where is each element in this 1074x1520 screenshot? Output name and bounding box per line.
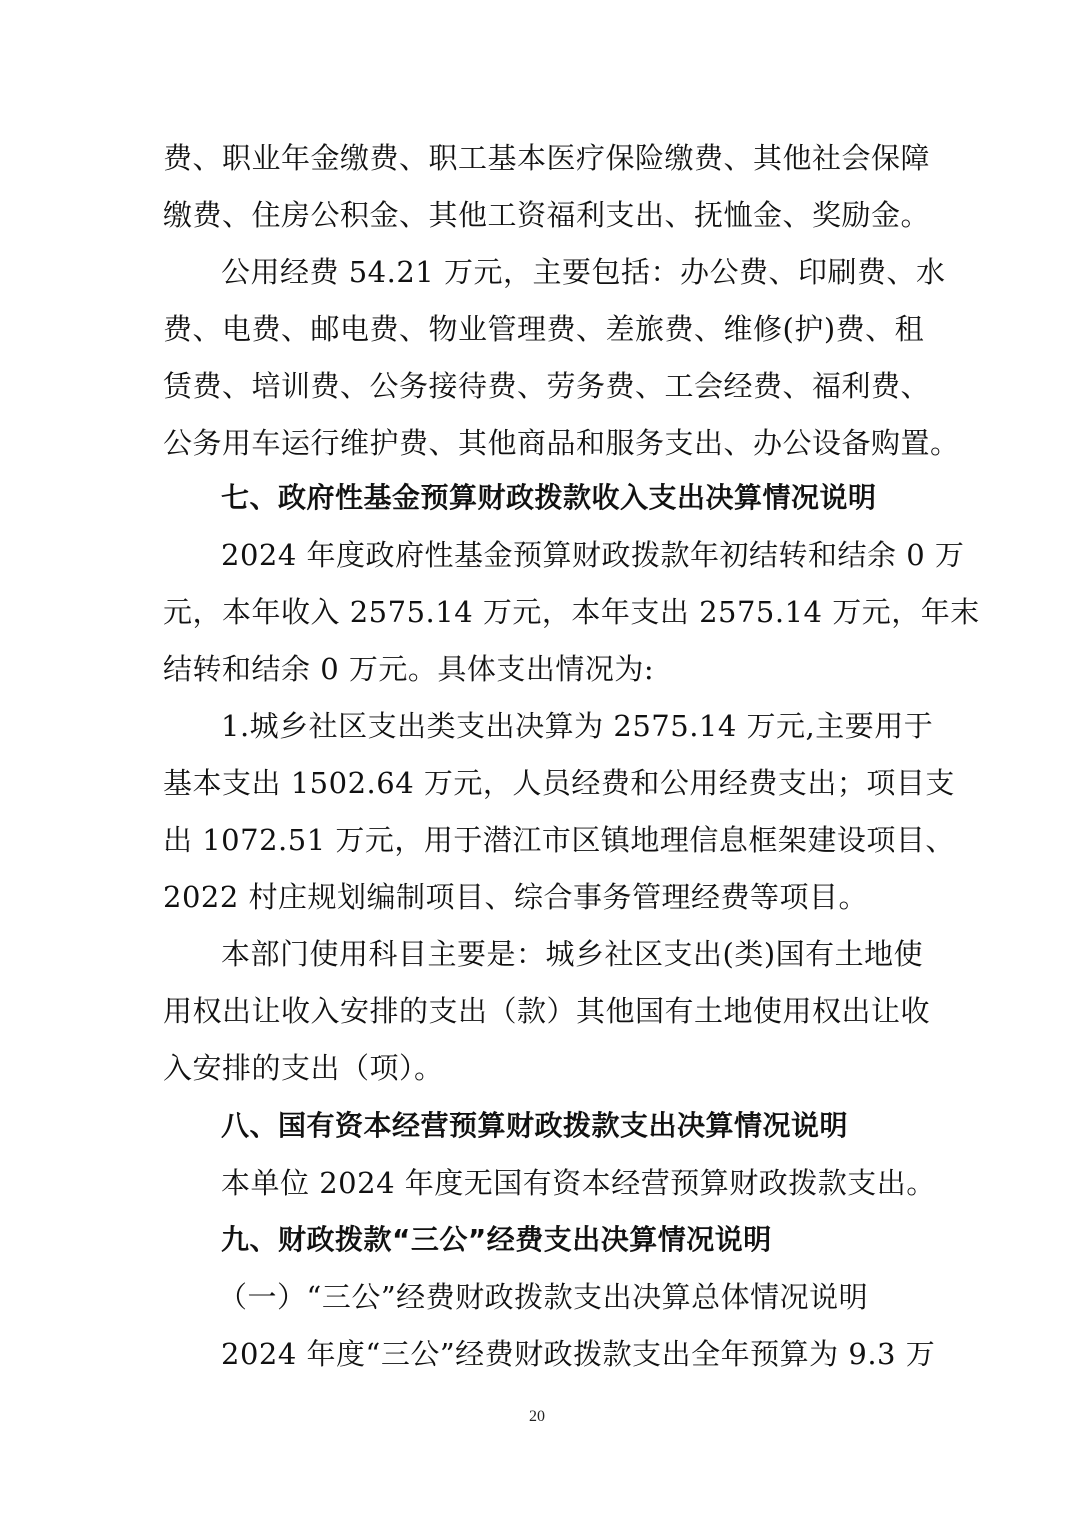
page-number: 20 bbox=[529, 1408, 545, 1425]
subsection-heading: （一）“三公”经费财政拨款支出决算总体情况说明 bbox=[218, 1280, 869, 1314]
paragraph-line: 出 1072.51 万元，用于潜江市区镇地理信息框架建设项目、 bbox=[163, 823, 955, 857]
paragraph-line: 元，本年收入 2575.14 万元，本年支出 2575.14 万元，年末 bbox=[163, 595, 980, 629]
paragraph-line: 公务用车运行维护费、其他商品和服务支出、办公设备购置。 bbox=[163, 426, 960, 460]
paragraph-line: 1.城乡社区支出类支出决算为 2575.14 万元,主要用于 bbox=[221, 709, 934, 743]
paragraph-line: 公用经费 54.21 万元，主要包括：办公费、印刷费、水 bbox=[221, 255, 946, 289]
paragraph-line: 基本支出 1502.64 万元，人员经费和公用经费支出；项目支 bbox=[163, 766, 955, 800]
paragraph-line: 赁费、培训费、公务接待费、劳务费、工会经费、福利费、 bbox=[163, 369, 931, 403]
section-heading: 八、国有资本经营预算财政拨款支出决算情况说明 bbox=[221, 1109, 849, 1142]
paragraph-line: 缴费、住房公积金、其他工资福利支出、抚恤金、奖励金。 bbox=[163, 198, 931, 232]
paragraph-line: 2024 年度政府性基金预算财政拨款年初结转和结余 0 万 bbox=[221, 538, 965, 572]
paragraph-line: 2022 村庄规划编制项目、综合事务管理经费等项目。 bbox=[163, 880, 869, 914]
paragraph-line: 费、职业年金缴费、职工基本医疗保险缴费、其他社会保障 bbox=[163, 141, 931, 175]
paragraph-line: 2024 年度“三公”经费财政拨款支出全年预算为 9.3 万 bbox=[221, 1337, 936, 1371]
paragraph-line: 用权出让收入安排的支出（款）其他国有土地使用权出让收 bbox=[163, 994, 931, 1028]
section-heading: 九、财政拨款“三公”经费支出决算情况说明 bbox=[221, 1223, 772, 1256]
section-heading: 七、政府性基金预算财政拨款收入支出决算情况说明 bbox=[221, 481, 877, 514]
paragraph-line: 入安排的支出（项）。 bbox=[163, 1051, 444, 1085]
paragraph-line: 结转和结余 0 万元。具体支出情况为: bbox=[163, 652, 655, 686]
paragraph-line: 本单位 2024 年度无国有资本经营预算财政拨款支出。 bbox=[221, 1166, 936, 1200]
paragraph-line: 本部门使用科目主要是：城乡社区支出(类)国有土地使 bbox=[221, 937, 924, 971]
paragraph-line: 费、电费、邮电费、物业管理费、差旅费、维修(护)费、租 bbox=[163, 312, 925, 346]
